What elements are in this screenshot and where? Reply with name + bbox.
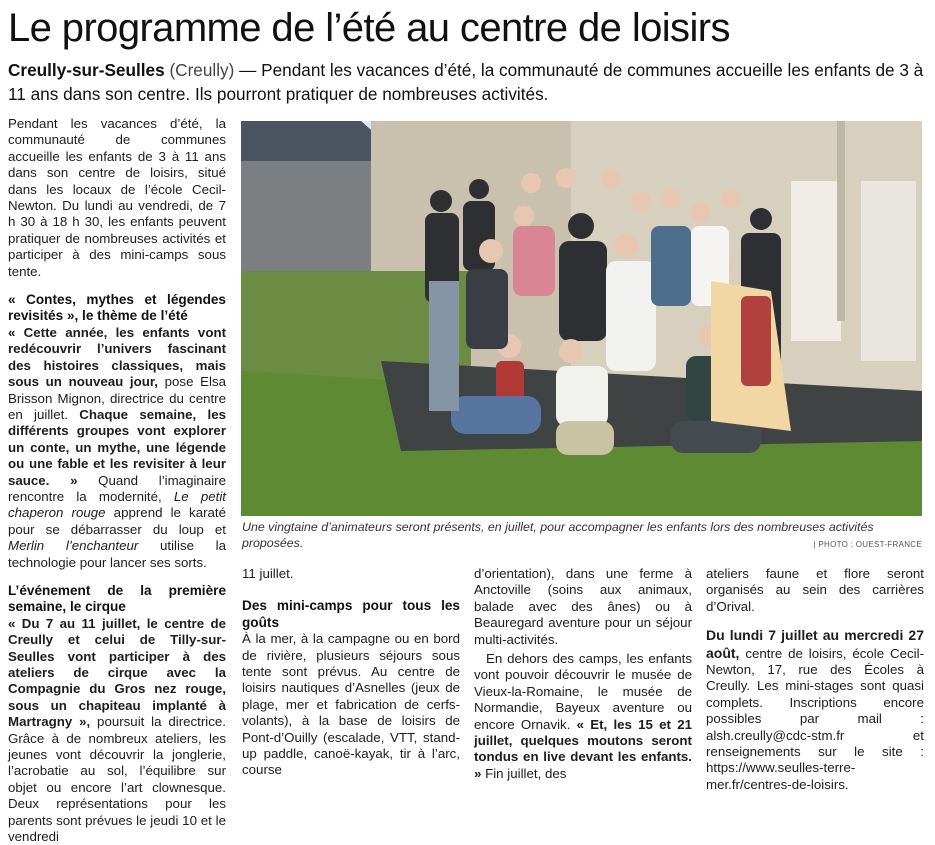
dates-highlight: Du lundi 7 juillet au mercredi 27 août, [706,627,924,661]
column-4 [706,566,924,793]
text-karate: apprend le karaté pour se débarrasser du loup et [8,505,227,537]
practical-info: centre de loisirs, école Cecil-Newton, 17, rue des Écoles à Creully. Les mini-stages sont quasi complets. Inscriptions encore possibles par mail : alsh.creully@cdc-stm.fr et renseignements sur le site : https://www.seulles-terre-mer.fr/centres-de-loisirs. [706,645,924,792]
column-2 [242,566,460,779]
text-technology: utilise la technologie pour lancer ses sorts. [8,538,227,570]
text-modernity: Quand l’imaginaire rencontre la modernité, [8,472,226,504]
quote-weekly: Chaque semaine, les différents groupes vont explorer un conte, un mythe, une légende ou une fable et les revisiter à leur sauce. » [8,406,226,488]
lead-city: Creully-sur-Seulles [8,60,165,80]
text-museums: En dehors des camps, les enfants vont pouvoir découvrir le musée de Vieux-la-Romaine, le musée de Normandie, Bayeux aventure ou encore Ornavik. [474,651,692,732]
title-merlin: Merlin l’enchanteur [8,538,139,554]
paragraph-theme [8,325,226,571]
subheading-mini-camps: Des mini-camps pour tous les goûts [242,598,460,630]
attribution: pose Elsa Brisson Mignon, directrice du centre en juillet. [8,374,226,422]
text-continued: d’orientation), dans une ferme à Anctoville (soins aux animaux, balade avec des ânes) ou à Beauregard aventure pour un séjour multi-activités. [474,566,692,647]
paragraph-practical-info [706,627,924,793]
article-lead [8,58,933,106]
column-3 [474,566,692,782]
photo-caption: Une vingtaine d’animateurs seront présents, en juillet, pour accompagner les enfants lors des nombreuses activités proposées. [242,520,874,550]
text-end-july: Fin juillet, des [481,765,567,781]
lead-text: Pendant les vacances d’été, la communauté de communes accueille les enfants de 3 à 11 ans dans son centre. Ils pourront pratiquer de nombreuses activités. [8,60,924,104]
team-photo-image [241,121,922,516]
lead-dash: — [234,60,262,80]
lead-city-paren: (Creully) [169,60,235,80]
title-petit-chaperon: Le petit chaperon rouge [8,488,226,521]
text-continued: ateliers faune et flore seront organisés au sein des carrières d’Orival. [706,566,924,614]
quote-sheep: « Et, les 15 et 21 juillet, quelques moutons seront tondus en live devant les enfants. » [474,716,692,781]
intro-paragraph: Pendant les vacances d’été, la communauté de communes accueille les enfants de 3 à 11 ans dans son centre de loisirs, situé dans les locaux de l’école Cecil-Newton. Du lundi au vendredi, de 7 h 30 à 18 h 30, les enfants peuvent pratiquer de nombreuses activités et participer à des mini-camps sous tente. [8,116,226,279]
paragraph-circus [8,616,226,845]
subheading-circus: L’événement de la première semaine, le cirque [8,582,226,615]
photo-credit: | PHOTO : OUEST-FRANCE [813,540,922,549]
article-headline: Le programme de l’été au centre de loisirs [8,6,730,50]
quote-circus: « Du 7 au 11 juillet, le centre de Creully et celui de Tilly-sur-Seulles vont participer à des ateliers de cirque avec la Compagnie du Gros nez rouge, sous un chapiteau implanté à Martragny », [8,615,226,730]
team-photo [241,121,922,516]
column-1 [8,116,226,845]
text-continued: 11 juillet. [242,566,294,581]
text-circus: poursuit la directrice. Grâce à de nombreux ateliers, les jeunes vont découvrir la jonglerie, l’acrobatie au sol, l’équilibre sur objet ou encore l’art clownesque. Deux représentations pour les parents sont prévues le jeudi 10 et le vendredi [8,714,227,845]
subheading-theme: « Contes, mythes et légendes revisités », le thème de l’été [8,292,226,324]
paragraph-mini-camps: À la mer, à la campagne ou en bord de rivière, plusieurs séjours sous tente sont prévus. Au centre de loisirs nautiques d’Asnelles (jeux de plage, mer et fabrication de cerfs-volants), à la base de loisirs de Pont-d’Ouilly (escalade, VTT, stand-up paddle, canoë-kayak, tir à l’arc, course [242,631,460,778]
quote-director: « Cette année, les enfants vont redécouvrir l’univers fascinant des histoires classiques, mais sous un nouveau jour, [8,324,226,390]
